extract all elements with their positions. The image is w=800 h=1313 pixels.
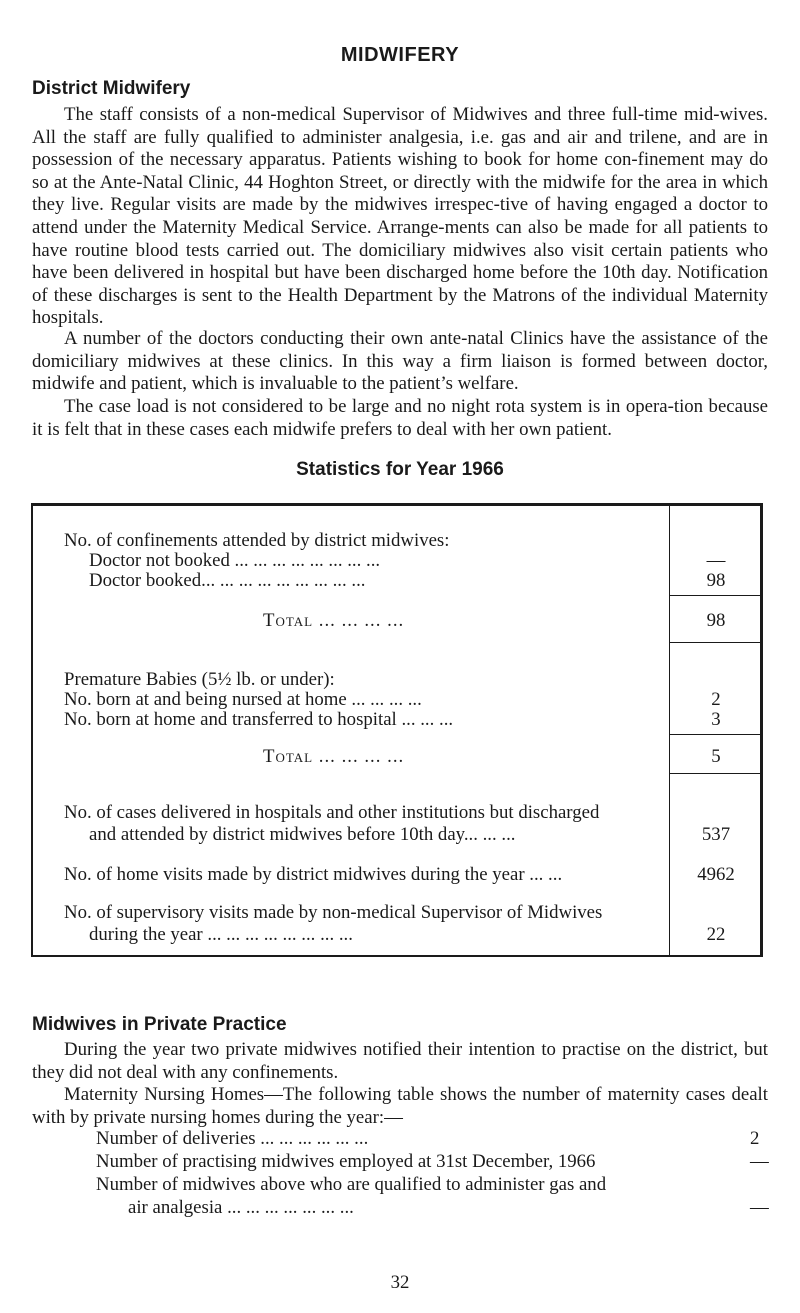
paragraph-case-load: The case load is not considered to be large and no night rota system is in opera-tion because it is felt that in these cases each midwife prefers to deal with her own patient. (32, 396, 768, 440)
paragraph-private-midwives: During the year two private midwives notified their intention to practise on the district, but they did not deal with any confinements. (32, 1039, 768, 1083)
born-home-label: No. born at and being nursed at home ... ... ... ... (64, 689, 422, 710)
qualified-label-line2: air analgesia ... ... ... ... ... ... ... (128, 1197, 354, 1218)
statistics-title: Statistics for Year 1966 (296, 459, 504, 480)
doctor-not-booked-value: — (706, 550, 726, 571)
deliveries-label: Number of deliveries ... ... ... ... ... ... (96, 1128, 369, 1149)
section-heading-private-practice: Midwives in Private Practice (32, 1014, 287, 1035)
total-premature-label: Total ... ... ... ... (263, 746, 405, 767)
supervisory-label-line2: during the year ... ... ... ... ... ... ... ... (89, 924, 353, 945)
qualified-value: — (750, 1197, 769, 1218)
page-title: MIDWIFERY (340, 44, 460, 66)
practising-value: — (750, 1151, 769, 1172)
table-row-divider (669, 642, 760, 643)
supervisory-value: 22 (706, 924, 726, 945)
doctor-not-booked-label: Doctor not booked ... ... ... ... ... ... ... ... (89, 550, 381, 571)
doctor-booked-label: Doctor booked... ... ... ... ... ... ... ... ... (89, 570, 366, 591)
table-row-divider (669, 595, 760, 596)
paragraph-clinics: A number of the doctors conducting their own ante-natal Clinics have the assistance of the domiciliary midwives at these clinics. In this way a firm liaison is formed between doctor, midwife and patient, which is invaluable to the patient’s welfare. (32, 328, 768, 395)
practising-label: Number of practising midwives employed at 31st December, 1966 (96, 1151, 596, 1172)
qualified-label-line1: Number of midwives above who are qualified to administer gas and (96, 1174, 607, 1195)
doctor-booked-value: 98 (706, 570, 726, 591)
delivered-label-line1: No. of cases delivered in hospitals and other institutions but discharged (64, 802, 600, 823)
supervisory-label-line1: No. of supervisory visits made by non-medical Supervisor of Midwives (64, 902, 603, 923)
section-heading-district-midwifery: District Midwifery (32, 78, 191, 99)
statistics-table (31, 503, 763, 957)
transferred-label: No. born at home and transferred to hospital ... ... ... (64, 709, 454, 730)
delivered-label-line2: and attended by district midwives before 10th day... ... ... (89, 824, 516, 845)
born-home-value: 2 (711, 689, 721, 710)
paragraph-staff: The staff consists of a non-medical Supervisor of Midwives and three full-time mid-wives. All the staff are fully qualified to administer analgesia, i.e. gas and air and trilene, and are in possession of the necessary apparatus. Patients wishing to book for home con-finement may do so at the Ante-Natal Clinic, 44 Hoghton Street, or directly with the midwife for the area in which they live. Regular visits are made by the midwives irrespec-tive of having engaged a doctor to attend under the Maternity Medical Service. Arrange-ments can also be made for all patients to have routine blood tests carried out. The domiciliary midwives also visit certain patients who have been delivered in hospital but have been discharged home before the 10th day. Notification of these discharges is sent to the Health Department by the Matrons of the individual Maternity hospitals. (32, 104, 768, 329)
home-visits-label: No. of home visits made by district midwives during the year ... ... (64, 864, 563, 885)
delivered-value: 537 (701, 824, 731, 845)
table-row-divider (669, 773, 760, 774)
table-row-divider (669, 734, 760, 735)
total-confinements-value: 98 (706, 610, 726, 631)
premature-heading: Premature Babies (5½ lb. or under): (64, 669, 335, 690)
transferred-value: 3 (711, 709, 721, 730)
deliveries-value: 2 (750, 1128, 760, 1149)
page-number: 32 (390, 1272, 410, 1293)
total-confinements-label: Total ... ... ... ... (263, 610, 405, 631)
paragraph-nursing-homes: Maternity Nursing Homes—The following table shows the number of maternity cases dealt with by private nursing homes during the year:— (32, 1084, 768, 1128)
total-premature-value: 5 (711, 746, 721, 767)
home-visits-value: 4962 (697, 864, 735, 885)
confinements-heading: No. of confinements attended by district midwives: (64, 530, 450, 551)
